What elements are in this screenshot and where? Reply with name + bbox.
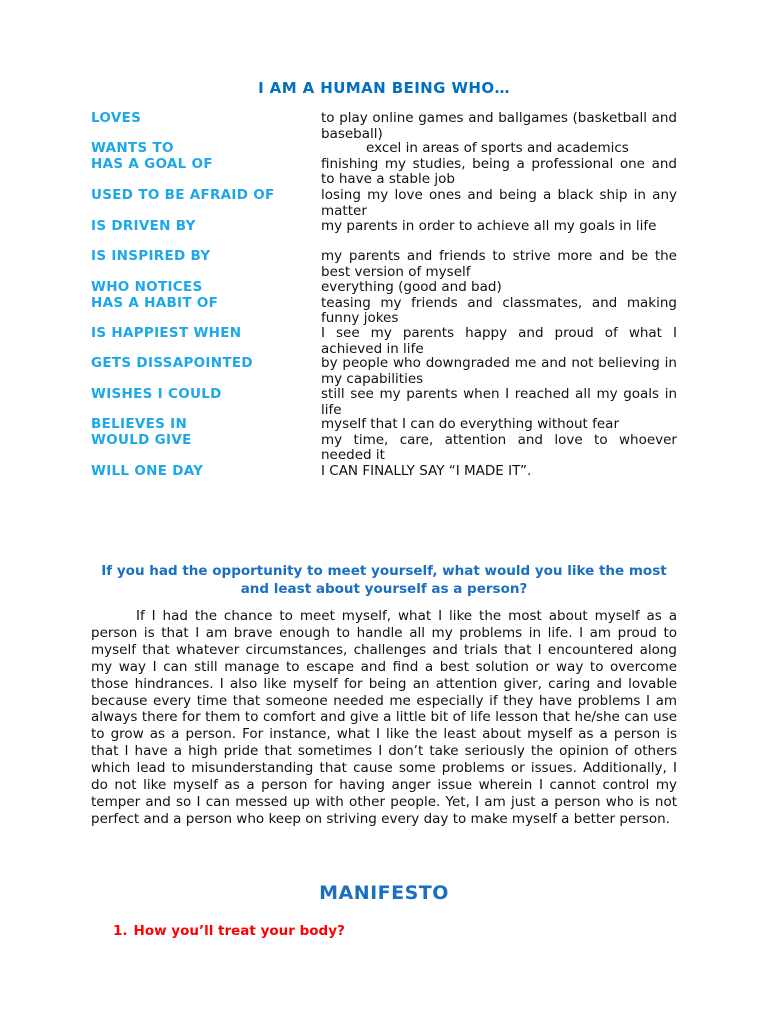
trait-label-text: WISHES I COULD xyxy=(91,386,222,402)
trait-label-text: HAS A HABIT OF xyxy=(91,294,219,311)
trait-label xyxy=(91,387,316,403)
trait-answer: still see my parents when I reached all my goals in life xyxy=(321,386,677,418)
trait-label-text: WOULD GIVE xyxy=(91,431,192,448)
list-item-text: How you’ll treat your body? xyxy=(133,923,345,939)
page-title: I AM A HUMAN BEING WHO… xyxy=(258,79,510,97)
trait-answer: excel in areas of sports and academics xyxy=(366,140,629,156)
trait-label xyxy=(91,280,316,311)
manifesto-list-item xyxy=(113,923,345,939)
trait-label-text: WHO NOTICES xyxy=(91,279,203,295)
trait-label-text: LOVES xyxy=(91,110,142,126)
trait-label-text: IS HAPPIEST WHEN xyxy=(91,325,242,341)
reflection-essay: If I had the chance to meet myself, what I like the most about myself as a person is that I am brave enough to handle all my problems in life. I am proud to myself that whatever circumstances, challenges and trials that I encountered along my way I can still manage to escape and find a best solution or way to overcome those hindrances. I also like myself for being an attention giver, caring and lovable because every time that someone needed me especially if they have problems I am always there for them to comfort and give a little bit of life lesson that he/she can use to grow as a person. For instance, what I like the least about myself as a person is that I have a high pride that sometimes I don’t take seriously the opinion of others which lead to misunderstanding that cause some problems or issues. Additionally, I do not like myself as a person for having anger issue wherein I cannot control my temper and so I can messed up with other people. Yet, I am just a person who is not perfect and a person who keep on striving every day to make myself a better person. xyxy=(91,608,677,827)
trait-answer: I see my parents happy and proud of what I achieved in life xyxy=(321,325,677,357)
trait-answer: to play online games and ballgames (basketball and baseball) xyxy=(321,110,677,142)
trait-label xyxy=(91,417,316,448)
trait-label xyxy=(91,326,316,342)
trait-label-text: WILL ONE DAY xyxy=(91,463,204,479)
trait-label-text: IS INSPIRED BY xyxy=(91,248,211,264)
trait-answer: I CAN FINALLY SAY “I MADE IT”. xyxy=(321,463,532,479)
trait-label-text: USED TO BE AFRAID OF xyxy=(91,187,275,203)
trait-answer: my parents and friends to strive more and be the best version of myself xyxy=(321,248,677,280)
trait-label xyxy=(91,249,316,265)
list-item-number: 1. xyxy=(113,923,128,939)
trait-label xyxy=(91,356,316,372)
trait-answer: finishing my studies, being a professional one and to have a stable job xyxy=(321,155,677,187)
manifesto-heading: MANIFESTO xyxy=(319,882,449,904)
trait-answer: everything (good and bad) xyxy=(321,279,502,295)
trait-label-text: HAS A GOAL OF xyxy=(91,155,213,172)
trait-label xyxy=(91,188,316,204)
trait-label-text: WANTS TO xyxy=(91,140,174,156)
reflection-question: If you had the opportunity to meet yourself, what would you like the most and least about yourself as a person? xyxy=(101,563,667,597)
trait-label xyxy=(91,219,316,235)
trait-label xyxy=(91,464,316,480)
trait-label-text: GETS DISSAPOINTED xyxy=(91,355,253,371)
trait-answer: by people who downgraded me and not believing in my capabilities xyxy=(321,355,677,387)
trait-label-text: BELIEVES IN xyxy=(91,416,188,432)
trait-answer: losing my love ones and being a black ship in any matter xyxy=(321,187,677,219)
trait-label xyxy=(91,111,316,127)
trait-label-text: IS DRIVEN BY xyxy=(91,218,196,234)
trait-answer: my parents in order to achieve all my goals in life xyxy=(321,218,657,234)
trait-label xyxy=(91,141,316,172)
trait-answer: my time, care, attention and love to whoever needed it xyxy=(321,431,677,463)
trait-answer: teasing my friends and classmates, and making funny jokes xyxy=(321,294,677,326)
trait-answer: myself that I can do everything without fear xyxy=(321,416,619,432)
